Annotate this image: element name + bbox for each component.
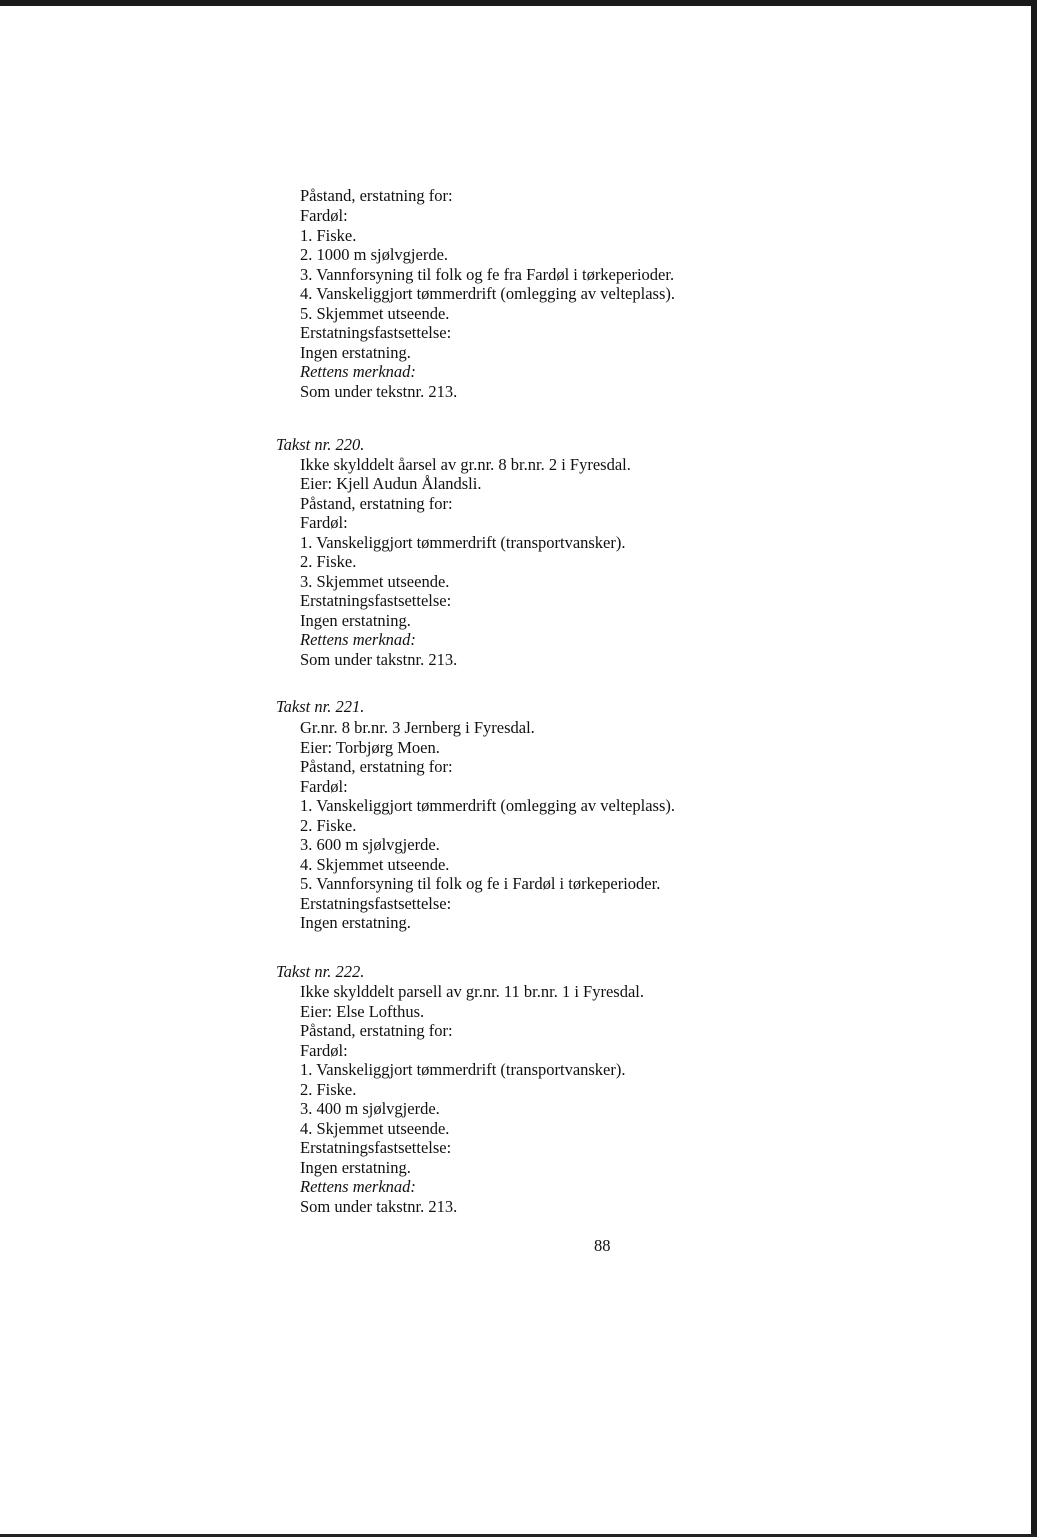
claim-item: 3. Skjemmet utseende. (300, 572, 450, 591)
court-remark-label: Rettens merknad: (300, 362, 416, 381)
claim-item: 2. Fiske. (300, 1080, 357, 1099)
compensation-label: Erstatningsfastsettelse: (300, 894, 452, 913)
owner-line: Eier: Kjell Audun Ålandsli. (300, 474, 482, 493)
property-description: Ikke skylddelt åarsel av gr.nr. 8 br.nr. 2 i Fyresdal. (300, 455, 631, 474)
court-remark-text: Som under takstnr. 213. (300, 650, 458, 669)
claim-item: 5. Vannforsyning til folk og fe i Fardøl i tørkeperioder. (300, 874, 661, 893)
property-description: Ikke skylddelt parsell av gr.nr. 11 br.nr. 1 i Fyresdal. (300, 982, 645, 1001)
claim-item: 1. Fiske. (300, 226, 357, 245)
takst-heading: Takst nr. 221. (276, 697, 365, 716)
compensation-value: Ingen erstatning. (300, 1158, 411, 1177)
owner-line: Eier: Torbjørg Moen. (300, 738, 440, 757)
claim-item: 5. Skjemmet utseende. (300, 304, 450, 323)
claim-item: 4. Vanskeliggjort tømmerdrift (omlegging av velteplass). (300, 284, 675, 303)
compensation-value: Ingen erstatning. (300, 343, 411, 362)
claim-item: 2. 1000 m sjølvgjerde. (300, 245, 449, 264)
claim-label: Påstand, erstatning for: (300, 494, 453, 513)
claim-label: Påstand, erstatning for: (300, 1021, 453, 1040)
page-border-top (0, 0, 1037, 6)
claim-item: 3. 400 m sjølvgjerde. (300, 1099, 440, 1118)
owner-line: Eier: Else Lofthus. (300, 1002, 425, 1021)
court-remark-label: Rettens merknad: (300, 1177, 416, 1196)
claim-label: Påstand, erstatning for: (300, 757, 453, 776)
claim-item: 2. Fiske. (300, 552, 357, 571)
compensation-value: Ingen erstatning. (300, 913, 411, 932)
river-label: Fardøl: (300, 206, 348, 225)
river-label: Fardøl: (300, 1041, 348, 1060)
compensation-label: Erstatningsfastsettelse: (300, 323, 452, 342)
compensation-label: Erstatningsfastsettelse: (300, 1138, 452, 1157)
claim-item: 4. Skjemmet utseende. (300, 855, 450, 874)
takst-heading: Takst nr. 220. (276, 435, 365, 454)
river-label: Fardøl: (300, 513, 348, 532)
court-remark-text: Som under takstnr. 213. (300, 1197, 458, 1216)
claim-item: 1. Vanskeliggjort tømmerdrift (omlegging av velteplass). (300, 796, 675, 815)
claim-item: 1. Vanskeliggjort tømmerdrift (transportvansker). (300, 1060, 626, 1079)
property-description: Gr.nr. 8 br.nr. 3 Jernberg i Fyresdal. (300, 718, 535, 737)
claim-item: 2. Fiske. (300, 816, 357, 835)
compensation-label: Erstatningsfastsettelse: (300, 591, 452, 610)
claim-item: 3. Vannforsyning til folk og fe fra Fardøl i tørkeperioder. (300, 265, 675, 284)
court-remark-label: Rettens merknad: (300, 630, 416, 649)
claim-item: 1. Vanskeliggjort tømmerdrift (transportvansker). (300, 533, 626, 552)
court-remark-text: Som under tekstnr. 213. (300, 382, 458, 401)
compensation-value: Ingen erstatning. (300, 611, 411, 630)
takst-heading: Takst nr. 222. (276, 962, 365, 981)
river-label: Fardøl: (300, 777, 348, 796)
page-number: 88 (594, 1236, 611, 1255)
claim-item: 3. 600 m sjølvgjerde. (300, 835, 440, 854)
claim-label: Påstand, erstatning for: (300, 186, 453, 205)
page-border-right (1031, 0, 1037, 1537)
claim-item: 4. Skjemmet utseende. (300, 1119, 450, 1138)
